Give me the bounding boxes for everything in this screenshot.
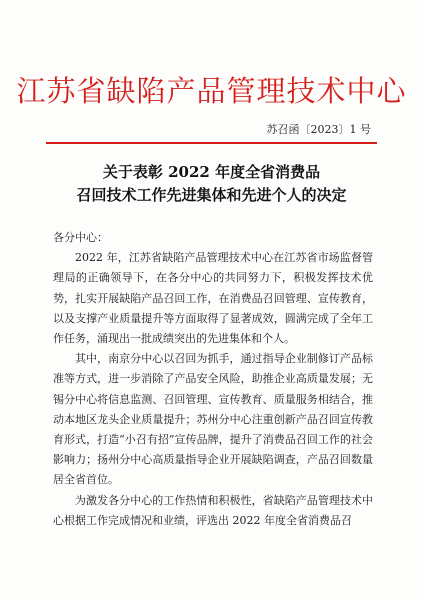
- red-divider-rule: [46, 142, 377, 144]
- document-number: 苏召函〔2023〕1 号: [266, 123, 371, 136]
- document-title: [0, 161, 423, 207]
- paragraph-1: 2022 年，江苏省缺陷产品管理技术中心在江苏省市场监督管理局的正确领导下，在各分中心的共同努力下，积极发挥技术优势，扎实开展缺陷产品召回工作，在消费品召回管理、宣传教育，以及支撑产业质量提升等方面取得了显著成效，圆满完成了全年工作任务，涌现出一批成绩突出的先进集体和个人。: [53, 251, 373, 346]
- title-line-1: 关于表彰 2022 年度全省消费品: [102, 163, 321, 181]
- paragraph-2: 其中，南京分中心以召回为抓手，通过指导企业制修订产品标准等方式，进一步消除了产品安全风险，助推企业高质量发展；无锡分中心将信息监测、召回管理、宣传教育、质量服务相结合，推动本地区龙头企业质量提升；苏州分中心注重创新产品召回宣传教育形式，打造“小召有招”宣传品牌，提升了消费品召回工作的社会影响力；扬州分中心高质量指导企业开展缺陷调查，产品召回数量居全省首位。: [53, 352, 373, 487]
- organization-header: 江苏省缺陷产品管理技术中心: [16, 74, 407, 108]
- document-body: [53, 228, 373, 531]
- title-line-2: 召回技术工作先进集体和先进个人的决定: [76, 186, 347, 204]
- salutation: 各分中心：: [53, 231, 108, 244]
- paragraph-3: 为激发各分中心的工作热情和积极性，省缺陷产品管理技术中心根据工作完成情况和业绩，评选出 2022 年度全省消费品召: [53, 493, 373, 527]
